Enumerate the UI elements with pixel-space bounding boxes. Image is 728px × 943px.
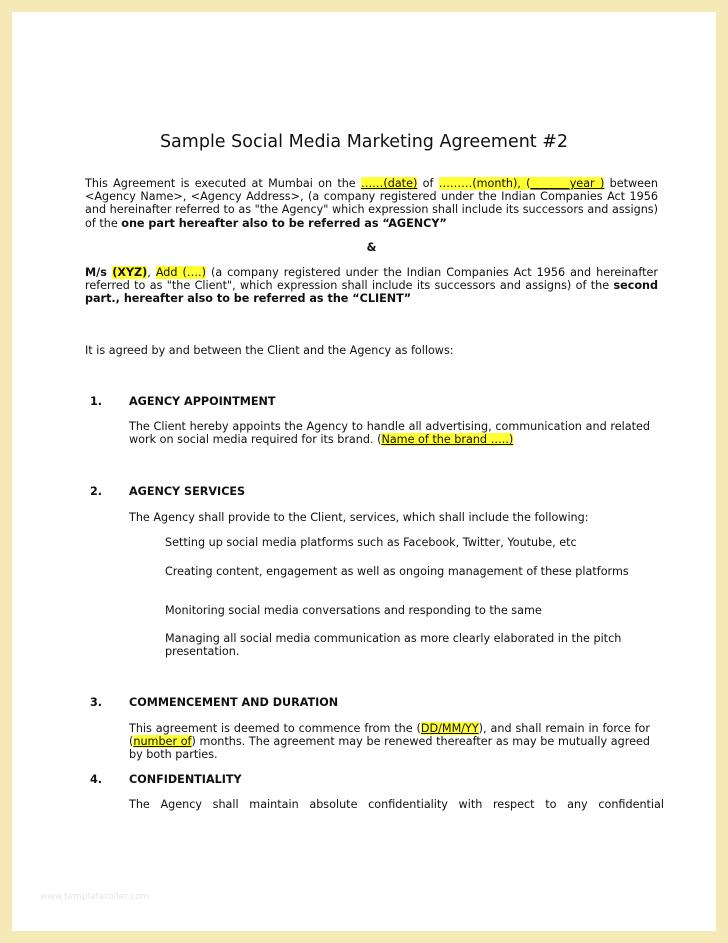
agreed-line bbox=[85, 344, 658, 357]
section-1-heading: AGENCY APPOINTMENT bbox=[129, 395, 276, 408]
service-item bbox=[165, 536, 635, 549]
service-item bbox=[165, 565, 635, 578]
agreed-text: It is agreed by and between the Client and the Agency as follows: bbox=[85, 344, 454, 357]
year-placeholder: _______year ) bbox=[530, 177, 605, 190]
service-item bbox=[165, 632, 635, 658]
section-3-text-a: This agreement is deemed to commence from the ( bbox=[129, 722, 421, 735]
section-1-text: The Client hereby appoints the Agency to handle all advertising, communication and related work on social media required for its brand. ( bbox=[129, 420, 650, 447]
service-item bbox=[165, 604, 635, 617]
document-title: Sample Social Media Marketing Agreement #2 bbox=[159, 132, 569, 152]
section-4-number: 4. bbox=[90, 773, 103, 786]
section-2-text: The Agency shall provide to the Client, services, which shall include the following: bbox=[129, 511, 589, 524]
month-placeholder: ………(month), ( bbox=[438, 177, 531, 190]
document-page bbox=[12, 12, 716, 931]
intro-text-rest: between <Agency Name>, <Agency Address>, (a company registered under the Indian Companies Act 1956 and hereinafter referred to as "the Agency" which expression shall include its successors and assigns) of the bbox=[85, 177, 658, 230]
ampersand-row bbox=[85, 241, 658, 254]
client-comma: , bbox=[147, 266, 156, 279]
ampersand: & bbox=[366, 241, 377, 254]
intro-of: of bbox=[417, 177, 439, 190]
intro-bold-end: one part hereafter also to be referred as “AGENCY” bbox=[121, 216, 447, 230]
intro-paragraph bbox=[85, 177, 658, 230]
section-4-heading: CONFIDENTIALITY bbox=[129, 773, 242, 786]
section-2-heading: AGENCY SERVICES bbox=[129, 485, 246, 498]
section-3-text-c: ) months. The agreement may be renewed thereafter as may be mutually agreed by both parties. bbox=[129, 735, 650, 762]
service-item-text: Managing all social media communication as more clearly elaborated in the pitch presentation. bbox=[165, 632, 622, 659]
watermark: www.templateroller.com bbox=[40, 892, 150, 902]
section-3-heading: COMMENCEMENT AND DURATION bbox=[129, 696, 339, 709]
client-paragraph bbox=[85, 266, 658, 306]
section-2-number: 2. bbox=[90, 485, 103, 498]
service-item-text: Setting up social media platforms such as Facebook, Twitter, Youtube, etc bbox=[165, 536, 577, 549]
client-bold-end: second part., hereafter also to be referred as the “CLIENT” bbox=[85, 279, 658, 306]
section-1-number: 1. bbox=[90, 395, 103, 408]
section-1-body bbox=[129, 420, 650, 446]
intro-text-a: This Agreement is executed at Mumbai on the bbox=[85, 177, 361, 190]
section-3-number: 3. bbox=[90, 696, 103, 709]
client-address-placeholder: Add (….) bbox=[155, 266, 206, 279]
service-item-text: Creating content, engagement as well as ongoing management of these platforms bbox=[165, 565, 629, 578]
date-placeholder: ……(date) bbox=[360, 177, 418, 190]
section-3-text-b: ), and shall remain in force for ( bbox=[129, 722, 650, 749]
section-4-text: The Agency shall maintain absolute confidentiality with respect to any confidential bbox=[129, 798, 664, 811]
client-text-rest: (a company registered under the Indian Companies Act 1956 and hereinafter referred to as "the Client", which expression shall include its successors and assigns) of the bbox=[85, 266, 658, 293]
section-3-body bbox=[129, 722, 650, 762]
brand-name-placeholder: Name of the brand …..) bbox=[381, 433, 514, 447]
duration-placeholder: number of bbox=[133, 735, 192, 749]
section-2-body bbox=[129, 511, 650, 524]
section-4-body bbox=[129, 798, 664, 811]
client-ms: M/s bbox=[85, 266, 113, 279]
client-xyz: (XYZ) bbox=[112, 266, 148, 279]
start-date-placeholder: DD/MM/YY bbox=[420, 722, 479, 735]
service-item-text: Monitoring social media conversations and responding to the same bbox=[165, 604, 542, 617]
